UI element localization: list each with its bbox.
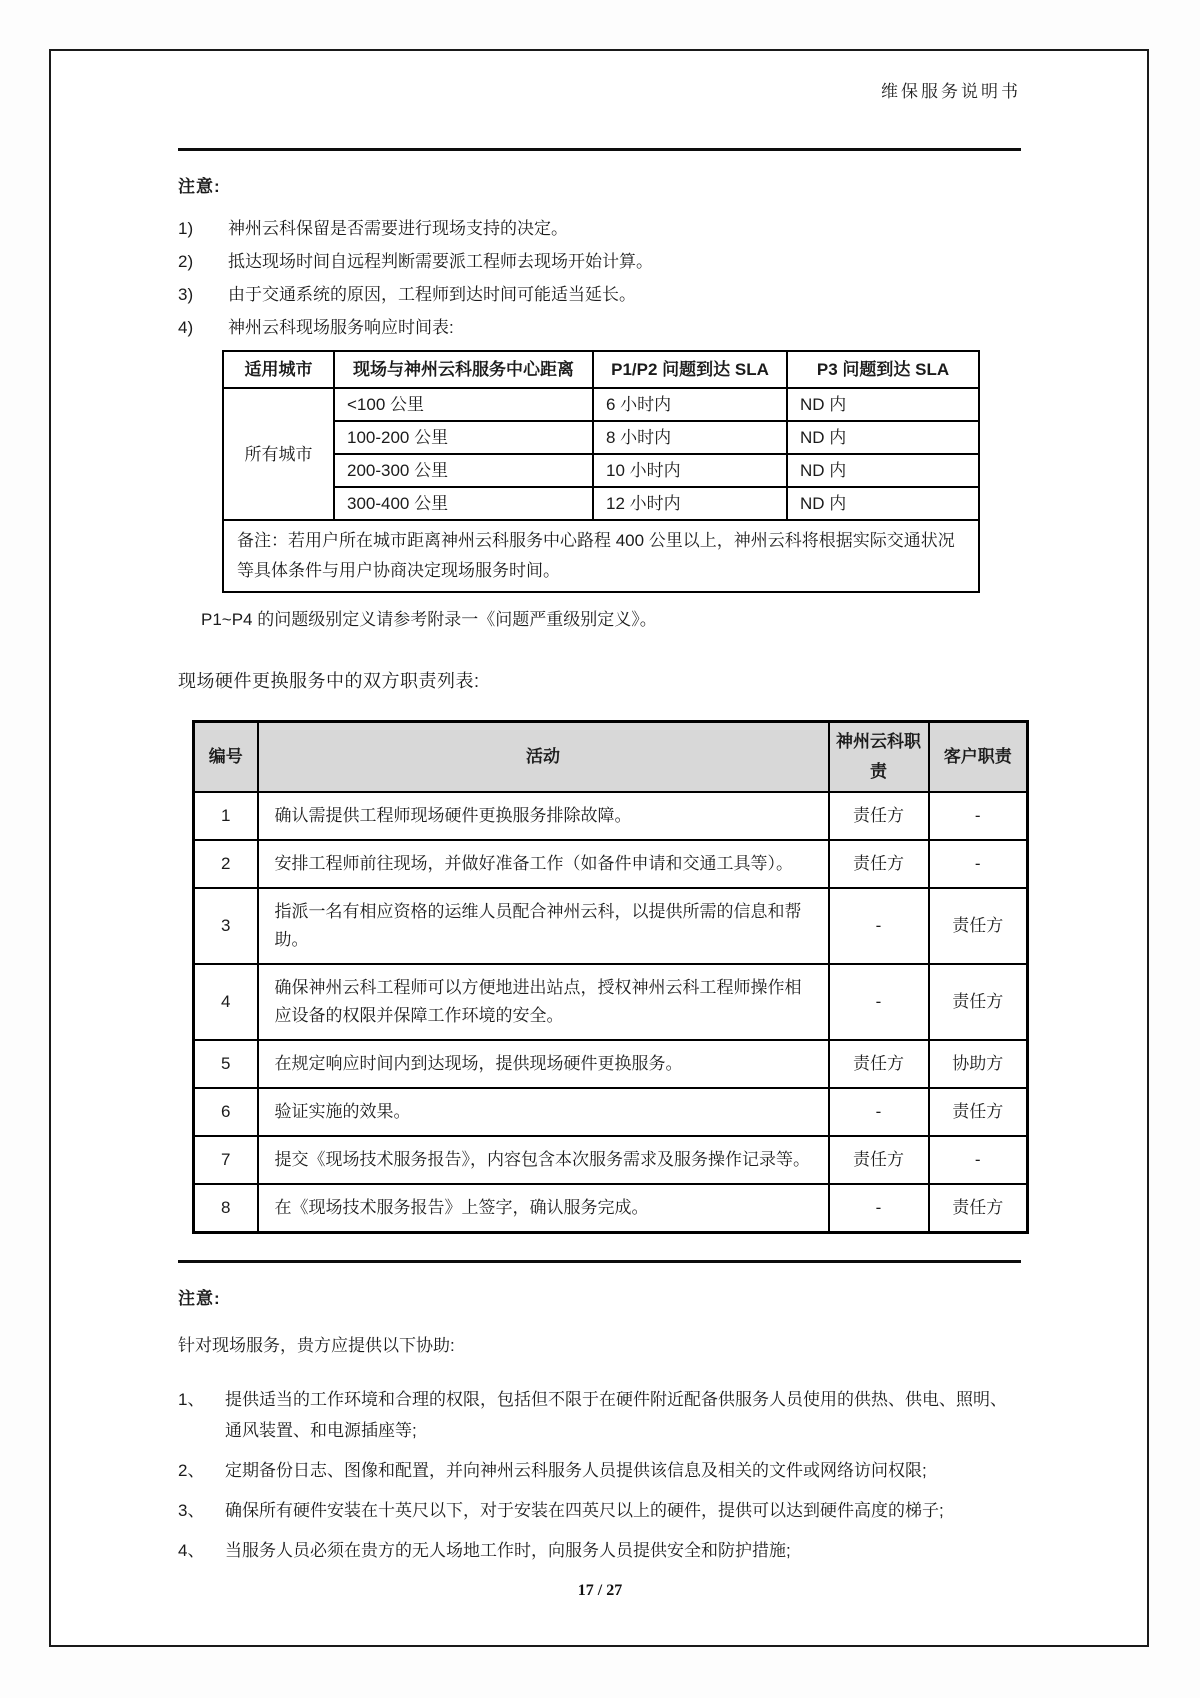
page-number: 17 / 27 [577, 1582, 623, 1599]
table-header-row [194, 722, 1028, 793]
list-item [178, 1455, 1021, 1486]
list-item-text: 神州云科保留是否需要进行现场支持的决定。 [228, 219, 568, 238]
customer-cell: - [929, 1136, 1028, 1184]
header-divider [178, 148, 1021, 151]
row-number-cell: 7 [194, 1136, 258, 1184]
table-row [194, 1136, 1028, 1184]
activity-cell: 确认需提供工程师现场硬件更换服务排除故障。 [258, 792, 829, 840]
activity-cell: 安排工程师前往现场，并做好准备工作（如备件申请和交通工具等）。 [258, 840, 829, 888]
customer-cell: 协助方 [929, 1040, 1028, 1088]
distance-cell: 300-400 公里 [334, 487, 593, 520]
list-item-number: 4) [178, 318, 194, 337]
table-row [194, 840, 1028, 888]
distance-cell: 100-200 公里 [334, 421, 593, 454]
list-item-number: 1、 [178, 1390, 205, 1409]
column-header: 神州云科职责 [829, 722, 929, 793]
notice1-list [178, 212, 1021, 344]
distance-cell: 200-300 公里 [334, 454, 593, 487]
distance-cell: <100 公里 [334, 388, 593, 421]
customer-cell: - [929, 792, 1028, 840]
table-row [194, 1088, 1028, 1136]
p1-p4-note: P1~P4 的问题级别定义请参考附录一《问题严重级别定义》。 [201, 610, 657, 629]
customer-cell: 责任方 [929, 1184, 1028, 1233]
list-item [178, 245, 1021, 278]
notice2-list [178, 1384, 1021, 1566]
vendor-cell: 责任方 [829, 840, 929, 888]
p12-sla-cell: 10 小时内 [593, 454, 787, 487]
customer-cell: 责任方 [929, 1088, 1028, 1136]
activity-cell: 确保神州云科工程师可以方便地进出站点，授权神州云科工程师操作相应设备的权限并保障工作环境的安全。 [258, 964, 829, 1040]
p12-sla-cell: 12 小时内 [593, 487, 787, 520]
table-row [223, 388, 979, 421]
table-row [194, 1184, 1028, 1233]
page-content [51, 51, 1147, 1566]
table-remark-row [223, 520, 979, 592]
table-row [223, 454, 979, 487]
list-item [178, 1495, 1021, 1526]
row-number-cell: 5 [194, 1040, 258, 1088]
customer-cell: 责任方 [929, 888, 1028, 964]
notice1-label: 注意: [178, 177, 221, 196]
list-item-text: 定期备份日志、图像和配置，并向神州云科服务人员提供该信息及相关的文件或网络访问权限; [225, 1461, 927, 1480]
list-item [178, 212, 1021, 245]
list-item-number: 2) [178, 252, 194, 271]
table-row [194, 792, 1028, 840]
activity-cell: 验证实施的效果。 [258, 1088, 829, 1136]
row-number-cell: 4 [194, 964, 258, 1040]
document-header-title: 维保服务说明书 [881, 82, 1021, 101]
column-header: 活动 [258, 722, 829, 793]
list-item-number: 4、 [178, 1541, 205, 1560]
column-header: 客户职责 [929, 722, 1028, 793]
list-item-number: 2、 [178, 1461, 205, 1480]
notice2-intro: 针对现场服务，贵方应提供以下协助: [178, 1336, 455, 1355]
column-header: 适用城市 [223, 351, 334, 388]
activity-cell: 提交《现场技术服务报告》，内容包含本次服务需求及服务操作记录等。 [258, 1136, 829, 1184]
table-row [194, 964, 1028, 1040]
list-item [178, 1535, 1021, 1566]
list-item-number: 1) [178, 219, 194, 238]
list-item [178, 1384, 1021, 1446]
list-item-text: 由于交通系统的原因，工程师到达时间可能适当延长。 [228, 285, 636, 304]
p3-sla-cell: ND 内 [787, 487, 979, 520]
list-item-number: 3、 [178, 1501, 205, 1520]
table-row [223, 487, 979, 520]
vendor-cell: - [829, 964, 929, 1040]
list-item [178, 311, 1021, 344]
vendor-cell: - [829, 1184, 929, 1233]
table-row [194, 888, 1028, 964]
column-header: P1/P2 问题到达 SLA [593, 351, 787, 388]
p3-sla-cell: ND 内 [787, 421, 979, 454]
table-row [194, 1040, 1028, 1088]
list-item-text: 提供适当的工作环境和合理的权限，包括但不限于在硬件附近配备供服务人员使用的供热、供电、照明、通风装置、和电源插座等; [225, 1390, 1007, 1440]
column-header: 编号 [194, 722, 258, 793]
list-item [178, 278, 1021, 311]
p12-sla-cell: 6 小时内 [593, 388, 787, 421]
list-item-text: 抵达现场时间自远程判断需要派工程师去现场开始计算。 [228, 252, 653, 271]
table-row [223, 421, 979, 454]
responsibility-table [192, 720, 1029, 1234]
vendor-cell: 责任方 [829, 1136, 929, 1184]
vendor-cell: - [829, 1088, 929, 1136]
row-number-cell: 6 [194, 1088, 258, 1136]
activity-cell: 指派一名有相应资格的运维人员配合神州云科，以提供所需的信息和帮助。 [258, 888, 829, 964]
customer-cell: 责任方 [929, 964, 1028, 1040]
list-item-text: 确保所有硬件安装在十英尺以下，对于安装在四英尺以上的硬件，提供可以达到硬件高度的梯子; [225, 1501, 944, 1520]
activity-cell: 在规定响应时间内到达现场，提供现场硬件更换服务。 [258, 1040, 829, 1088]
city-cell: 所有城市 [223, 388, 334, 520]
column-header: P3 问题到达 SLA [787, 351, 979, 388]
section-divider [178, 1260, 1021, 1263]
notice2-label: 注意: [178, 1289, 221, 1308]
p12-sla-cell: 8 小时内 [593, 421, 787, 454]
vendor-cell: 责任方 [829, 792, 929, 840]
list-item-number: 3) [178, 285, 194, 304]
column-header: 现场与神州云科服务中心距离 [334, 351, 593, 388]
list-item-text: 当服务人员必须在贵方的无人场地工作时，向服务人员提供安全和防护措施; [225, 1541, 791, 1560]
row-number-cell: 2 [194, 840, 258, 888]
section-title: 现场硬件更换服务中的双方职责列表: [178, 671, 480, 691]
vendor-cell: - [829, 888, 929, 964]
list-item-text: 神州云科现场服务响应时间表: [228, 318, 454, 337]
row-number-cell: 8 [194, 1184, 258, 1233]
p3-sla-cell: ND 内 [787, 388, 979, 421]
page-border [49, 49, 1149, 1647]
remark-cell: 备注：若用户所在城市距离神州云科服务中心路程 400 公里以上，神州云科将根据实际交通状况等具体条件与用户协商决定现场服务时间。 [223, 520, 979, 592]
vendor-cell: 责任方 [829, 1040, 929, 1088]
activity-cell: 在《现场技术服务报告》上签字，确认服务完成。 [258, 1184, 829, 1233]
row-number-cell: 1 [194, 792, 258, 840]
table-header-row [223, 351, 979, 388]
customer-cell: - [929, 840, 1028, 888]
row-number-cell: 3 [194, 888, 258, 964]
p3-sla-cell: ND 内 [787, 454, 979, 487]
response-time-table [222, 350, 980, 593]
